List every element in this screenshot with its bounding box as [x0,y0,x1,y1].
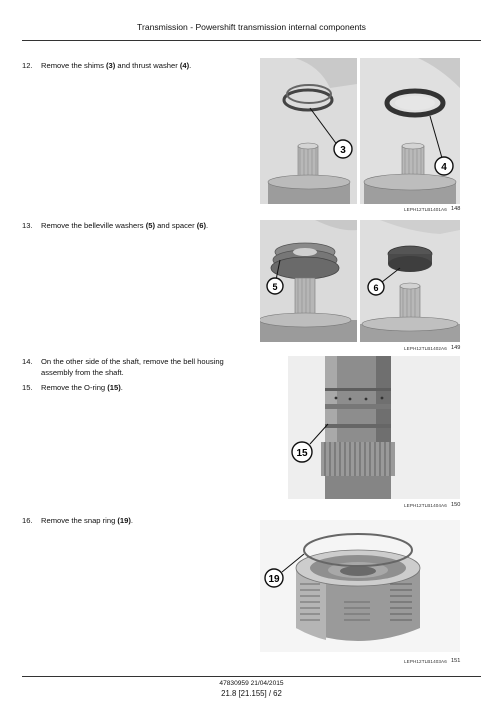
step-number: 14. [22,357,33,366]
figure-150-photo [288,356,460,499]
figure-148-id: LEPH12TLB1401A6 [404,207,447,212]
step-text: Remove the belleville washers (5) and spacer (6). [41,221,209,230]
footer-doc-date: 47830959 21/04/2015 [219,680,284,687]
footer-rule [22,676,481,677]
page-header-title: Transmission - Powershift transmission internal components [137,22,366,32]
step-number: 13. [22,221,33,230]
footer-page-number: 21.8 [21.155] / 62 [221,689,282,698]
figure-148-right-photo [360,58,460,204]
callout-15 [292,442,312,462]
svg-text:19: 19 [268,574,280,585]
figure-151-photo [260,520,460,652]
figure-149-right-photo [360,220,460,342]
svg-text:3: 3 [340,145,346,156]
figure-149-left-photo [260,220,357,342]
step-number: 12. [22,61,33,70]
step-12 [22,60,254,71]
step-text: Remove the shims (3) and thrust washer (4). [41,61,192,70]
callout-5 [267,278,283,294]
svg-text:6: 6 [373,283,379,293]
figure-149-number: 149 [451,345,461,351]
figure-148-left-photo [260,58,357,204]
callout-19 [265,569,283,587]
step-number: 15. [22,383,33,392]
step-13 [22,220,254,231]
step-16 [22,515,254,526]
figure-150-id: LEPH12TLB1404A6 [404,503,447,508]
step-15 [22,382,254,393]
header-rule [22,40,481,41]
figure-149-id: LEPH12TLB1402A6 [404,346,447,351]
figure-151-id: LEPH12TLB1403A6 [404,659,447,664]
figure-151-number: 151 [451,658,461,664]
step-text: On the other side of the shaft, remove the bell housing assembly from the shaft. [41,357,224,377]
figure-148-number: 148 [451,206,461,212]
step-text: Remove the O-ring (15). [41,383,123,392]
step-number: 16. [22,516,33,525]
step-14 [22,356,254,378]
callout-3 [334,140,352,158]
callout-4 [435,157,453,175]
figure-150-number: 150 [451,502,461,508]
svg-text:5: 5 [272,282,278,292]
callout-6 [368,279,384,295]
step-text: Remove the snap ring (19). [41,516,134,525]
svg-text:15: 15 [296,448,308,459]
svg-text:4: 4 [441,162,447,173]
